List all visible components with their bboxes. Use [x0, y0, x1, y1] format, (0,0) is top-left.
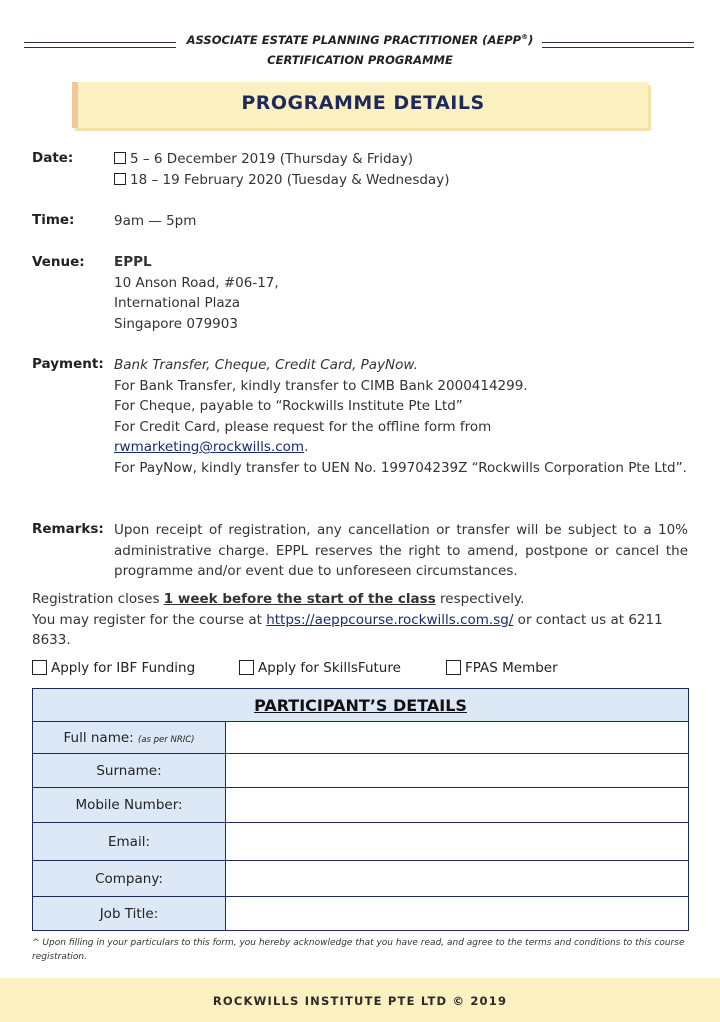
table-row [33, 754, 689, 788]
fullname-field[interactable] [226, 722, 689, 754]
header-title-line1: ASSOCIATE ESTATE PLANNING PRACTITIONER (AEPP®) [186, 32, 534, 47]
surname-label: Surname: [33, 754, 226, 788]
banner-title: PROGRAMME DETAILS [241, 92, 485, 114]
checkbox-icon[interactable] [114, 173, 126, 185]
header-title-line2: CERTIFICATION PROGRAMME [267, 52, 453, 67]
registration-register: You may register for the course at https://aeppcourse.rockwills.com.sg/ or contact us at 6211 8633. [32, 611, 663, 648]
venue-label: Venue: [32, 254, 85, 270]
email-label: Email: [33, 823, 226, 861]
checkbox-icon[interactable] [446, 660, 461, 675]
payment-cheque: For Cheque, payable to “Rockwills Institute Pte Ltd” [114, 398, 463, 414]
venue-address-line3: Singapore 079903 [114, 315, 238, 332]
jobtitle-field[interactable] [226, 897, 689, 931]
payment-credit-card: For Credit Card, please request for the offline form from [114, 418, 492, 435]
payment-paynow: For PayNow, kindly transfer to UEN No. 199704239Z “Rockwills Corporation Pte Ltd”. [114, 459, 687, 476]
venue-details [114, 252, 279, 334]
checkbox-icon[interactable] [239, 660, 254, 675]
table-row [33, 897, 689, 931]
mobile-field[interactable] [226, 788, 689, 823]
marketing-email-link[interactable]: rwmarketing@rockwills.com [114, 439, 305, 455]
fullname-label: Full name: (as per NRIC) [33, 722, 226, 754]
table-row [33, 788, 689, 823]
footer-bar [0, 978, 720, 1022]
header-title [180, 27, 540, 70]
checkbox-icon[interactable] [32, 660, 47, 675]
participant-details-table [32, 688, 689, 931]
payment-methods: Bank Transfer, Cheque, Credit Card, PayNow. [114, 357, 418, 373]
jobtitle-label: Job Title: [33, 897, 226, 931]
payment-label: Payment: [32, 356, 104, 372]
registered-mark: ® [521, 33, 529, 41]
option-fpas-member[interactable]: FPAS Member [446, 660, 558, 676]
table-row [33, 823, 689, 861]
registration-info [32, 589, 692, 651]
date-options [114, 149, 449, 190]
option-skillsfuture[interactable]: Apply for SkillsFuture [239, 660, 401, 676]
mobile-label: Mobile Number: [33, 788, 226, 823]
remarks-label: Remarks: [32, 521, 104, 537]
time-value: 9am — 5pm [114, 213, 197, 229]
date-option-2[interactable]: 18 – 19 February 2020 (Tuesday & Wednesday) [114, 170, 449, 191]
company-field[interactable] [226, 861, 689, 897]
venue-address-line2: International Plaza [114, 295, 240, 311]
footer-copyright: ROCKWILLS INSTITUTE PTE LTD © 2019 [212, 994, 508, 1008]
email-field[interactable] [226, 823, 689, 861]
time-label: Time: [32, 212, 75, 228]
venue-address-line1: 10 Anson Road, #06-17, [114, 274, 279, 291]
header-rule-right [542, 42, 694, 48]
programme-details-banner [72, 82, 648, 128]
company-label: Company: [33, 861, 226, 897]
header-rule-left [24, 42, 176, 48]
date-label: Date: [32, 150, 74, 166]
venue-name: EPPL [114, 254, 152, 270]
surname-field[interactable] [226, 754, 689, 788]
table-row [33, 722, 689, 754]
checkbox-icon[interactable] [114, 152, 126, 164]
date-option-1[interactable]: 5 – 6 December 2019 (Thursday & Friday) [114, 149, 449, 170]
option-ibf-funding[interactable]: Apply for IBF Funding [32, 660, 195, 676]
registration-closes: Registration closes 1 week before the start of the class respectively. [32, 591, 525, 607]
payment-details: Bank Transfer, Cheque, Credit Card, PayNow. For Bank Transfer, kindly transfer to CIMB Bank 2000414299. For Cheque, payable to “Rockwills Institute Pte Ltd” For Credit Card, please request for the offline form from rwmarketing@rockwills.com. For PayNow, kindly transfer to UEN No. 199704239Z “Rockwills Corporation Pte Ltd”. [114, 355, 688, 478]
remarks-text: Upon receipt of registration, any cancellation or transfer will be subject to a 10% administrative charge. EPPL reserves the right to amend, postpone or cancel the programme and/or event due to unforeseen circumstances. [114, 522, 688, 579]
participant-details-heading: PARTICIPANT’S DETAILS [33, 689, 689, 722]
terms-footnote: ^ Upon filling in your particulars to this form, you hereby acknowledge that you have read, and agree to the terms and conditions to this course registration. [32, 938, 685, 962]
payment-bank-transfer: For Bank Transfer, kindly transfer to CIMB Bank 2000414299. [114, 377, 528, 394]
table-row [33, 861, 689, 897]
course-website-link[interactable]: https://aeppcourse.rockwills.com.sg/ [266, 611, 514, 628]
